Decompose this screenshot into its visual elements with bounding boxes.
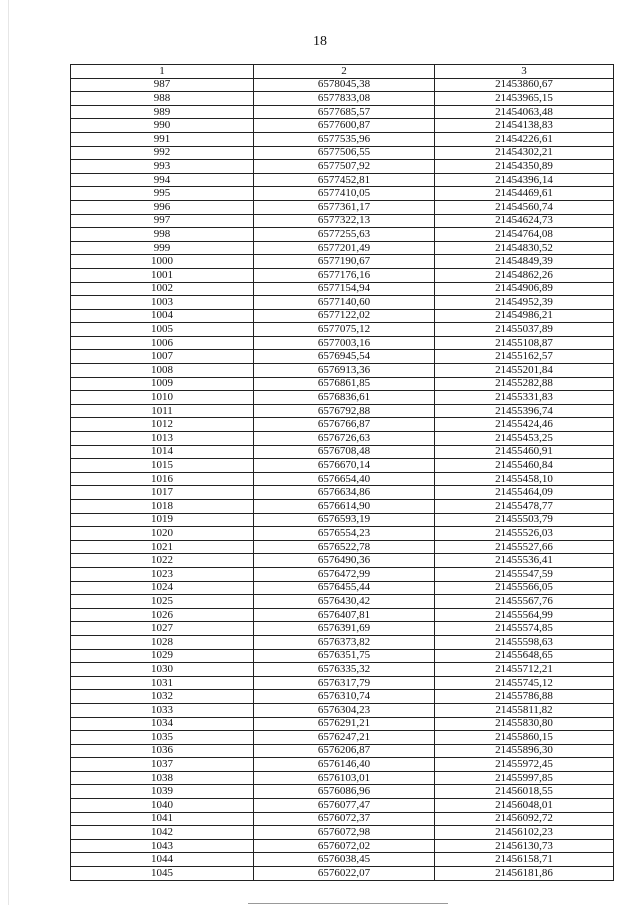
point-number-cell: 1003 bbox=[71, 296, 254, 310]
table-row bbox=[71, 635, 614, 649]
table-row bbox=[71, 445, 614, 459]
x-coordinate-cell: 6576373,82 bbox=[254, 635, 435, 649]
point-number-cell: 1009 bbox=[71, 377, 254, 391]
y-coordinate-cell: 21455424,46 bbox=[435, 418, 614, 432]
table-row bbox=[71, 567, 614, 581]
point-number-cell: 988 bbox=[71, 92, 254, 106]
table-row bbox=[71, 540, 614, 554]
y-coordinate-cell: 21454226,61 bbox=[435, 132, 614, 146]
table-row bbox=[71, 336, 614, 350]
y-coordinate-cell: 21456102,23 bbox=[435, 826, 614, 840]
table-row bbox=[71, 554, 614, 568]
x-coordinate-cell: 6576103,01 bbox=[254, 771, 435, 785]
y-coordinate-cell: 21455460,91 bbox=[435, 445, 614, 459]
y-coordinate-cell: 21454952,39 bbox=[435, 296, 614, 310]
point-number-cell: 1019 bbox=[71, 513, 254, 527]
x-coordinate-cell: 6577452,81 bbox=[254, 173, 435, 187]
y-coordinate-cell: 21455896,30 bbox=[435, 744, 614, 758]
y-coordinate-cell: 21454764,08 bbox=[435, 228, 614, 242]
table-row bbox=[71, 771, 614, 785]
x-coordinate-cell: 6576072,37 bbox=[254, 812, 435, 826]
y-coordinate-cell: 21455547,59 bbox=[435, 567, 614, 581]
x-coordinate-cell: 6576945,54 bbox=[254, 350, 435, 364]
x-coordinate-cell: 6576554,23 bbox=[254, 527, 435, 541]
y-coordinate-cell: 21455396,74 bbox=[435, 404, 614, 418]
x-coordinate-cell: 6576472,99 bbox=[254, 567, 435, 581]
point-number-cell: 1007 bbox=[71, 350, 254, 364]
y-coordinate-cell: 21455564,99 bbox=[435, 608, 614, 622]
y-coordinate-cell: 21455526,03 bbox=[435, 527, 614, 541]
point-number-cell: 1028 bbox=[71, 635, 254, 649]
point-number-cell: 1038 bbox=[71, 771, 254, 785]
y-coordinate-cell: 21454624,73 bbox=[435, 214, 614, 228]
point-number-cell: 1021 bbox=[71, 540, 254, 554]
table-row bbox=[71, 309, 614, 323]
x-coordinate-cell: 6576708,48 bbox=[254, 445, 435, 459]
point-number-cell: 1033 bbox=[71, 703, 254, 717]
x-coordinate-cell: 6576407,81 bbox=[254, 608, 435, 622]
point-number-cell: 1001 bbox=[71, 268, 254, 282]
point-number-cell: 993 bbox=[71, 160, 254, 174]
y-coordinate-cell: 21455108,87 bbox=[435, 336, 614, 350]
point-number-cell: 1018 bbox=[71, 500, 254, 514]
point-number-cell: 1020 bbox=[71, 527, 254, 541]
table-row bbox=[71, 323, 614, 337]
y-coordinate-cell: 21453860,67 bbox=[435, 78, 614, 92]
page-number: 18 bbox=[313, 34, 327, 49]
y-coordinate-cell: 21455566,05 bbox=[435, 581, 614, 595]
point-number-cell: 997 bbox=[71, 214, 254, 228]
table-row bbox=[71, 187, 614, 201]
point-number-cell: 1040 bbox=[71, 799, 254, 813]
x-coordinate-cell: 6576792,88 bbox=[254, 404, 435, 418]
y-coordinate-cell: 21455972,45 bbox=[435, 758, 614, 772]
y-coordinate-cell: 21455536,41 bbox=[435, 554, 614, 568]
y-coordinate-cell: 21455567,76 bbox=[435, 595, 614, 609]
y-coordinate-cell: 21454560,74 bbox=[435, 200, 614, 214]
x-coordinate-cell: 6576913,36 bbox=[254, 364, 435, 378]
point-number-cell: 1042 bbox=[71, 826, 254, 840]
x-coordinate-cell: 6577361,17 bbox=[254, 200, 435, 214]
point-number-cell: 1010 bbox=[71, 391, 254, 405]
table-row bbox=[71, 649, 614, 663]
y-coordinate-cell: 21455598,63 bbox=[435, 635, 614, 649]
table-row bbox=[71, 500, 614, 514]
table-row bbox=[71, 799, 614, 813]
table-row bbox=[71, 581, 614, 595]
y-coordinate-cell: 21456092,72 bbox=[435, 812, 614, 826]
y-coordinate-cell: 21454469,61 bbox=[435, 187, 614, 201]
x-coordinate-cell: 6577255,63 bbox=[254, 228, 435, 242]
table-row bbox=[71, 200, 614, 214]
x-coordinate-cell: 6576634,86 bbox=[254, 486, 435, 500]
point-number-cell: 1011 bbox=[71, 404, 254, 418]
table-row bbox=[71, 241, 614, 255]
column-header: 1 bbox=[71, 65, 254, 79]
point-number-cell: 1023 bbox=[71, 567, 254, 581]
x-coordinate-cell: 6576086,96 bbox=[254, 785, 435, 799]
table-row bbox=[71, 663, 614, 677]
x-coordinate-cell: 6576522,78 bbox=[254, 540, 435, 554]
table-row bbox=[71, 812, 614, 826]
x-coordinate-cell: 6577003,16 bbox=[254, 336, 435, 350]
table-row bbox=[71, 839, 614, 853]
point-number-cell: 1014 bbox=[71, 445, 254, 459]
y-coordinate-cell: 21455527,66 bbox=[435, 540, 614, 554]
x-coordinate-cell: 6577322,13 bbox=[254, 214, 435, 228]
y-coordinate-cell: 21455830,80 bbox=[435, 717, 614, 731]
point-number-cell: 1037 bbox=[71, 758, 254, 772]
table-row bbox=[71, 78, 614, 92]
y-coordinate-cell: 21456048,01 bbox=[435, 799, 614, 813]
x-coordinate-cell: 6577506,55 bbox=[254, 146, 435, 160]
table-row bbox=[71, 255, 614, 269]
x-coordinate-cell: 6578045,38 bbox=[254, 78, 435, 92]
y-coordinate-cell: 21454849,39 bbox=[435, 255, 614, 269]
y-coordinate-cell: 21455574,85 bbox=[435, 622, 614, 636]
x-coordinate-cell: 6576670,14 bbox=[254, 459, 435, 473]
x-coordinate-cell: 6576304,23 bbox=[254, 703, 435, 717]
bottom-divider bbox=[248, 903, 448, 904]
y-coordinate-cell: 21455503,79 bbox=[435, 513, 614, 527]
table-row bbox=[71, 377, 614, 391]
y-coordinate-cell: 21455458,10 bbox=[435, 472, 614, 486]
table-row bbox=[71, 703, 614, 717]
y-coordinate-cell: 21455460,84 bbox=[435, 459, 614, 473]
y-coordinate-cell: 21456158,71 bbox=[435, 853, 614, 867]
point-number-cell: 999 bbox=[71, 241, 254, 255]
x-coordinate-cell: 6576072,98 bbox=[254, 826, 435, 840]
y-coordinate-cell: 21454862,26 bbox=[435, 268, 614, 282]
table-row bbox=[71, 690, 614, 704]
table-row bbox=[71, 744, 614, 758]
table-row bbox=[71, 132, 614, 146]
y-coordinate-cell: 21454350,89 bbox=[435, 160, 614, 174]
x-coordinate-cell: 6576072,02 bbox=[254, 839, 435, 853]
scan-edge-shadow bbox=[8, 0, 9, 905]
point-number-cell: 1002 bbox=[71, 282, 254, 296]
table-body bbox=[71, 78, 614, 880]
point-number-cell: 1031 bbox=[71, 676, 254, 690]
x-coordinate-cell: 6576022,07 bbox=[254, 867, 435, 881]
table-row bbox=[71, 418, 614, 432]
x-coordinate-cell: 6576726,63 bbox=[254, 432, 435, 446]
y-coordinate-cell: 21455712,21 bbox=[435, 663, 614, 677]
y-coordinate-cell: 21454063,48 bbox=[435, 105, 614, 119]
point-number-cell: 1024 bbox=[71, 581, 254, 595]
x-coordinate-cell: 6576077,47 bbox=[254, 799, 435, 813]
point-number-cell: 1044 bbox=[71, 853, 254, 867]
x-coordinate-cell: 6576614,90 bbox=[254, 500, 435, 514]
x-coordinate-cell: 6576836,61 bbox=[254, 391, 435, 405]
y-coordinate-cell: 21455811,82 bbox=[435, 703, 614, 717]
x-coordinate-cell: 6576766,87 bbox=[254, 418, 435, 432]
table-row bbox=[71, 758, 614, 772]
point-number-cell: 1015 bbox=[71, 459, 254, 473]
table-row bbox=[71, 296, 614, 310]
table-row bbox=[71, 364, 614, 378]
table-header-row bbox=[71, 65, 614, 79]
point-number-cell: 1029 bbox=[71, 649, 254, 663]
y-coordinate-cell: 21456181,86 bbox=[435, 867, 614, 881]
point-number-cell: 990 bbox=[71, 119, 254, 133]
table-row bbox=[71, 228, 614, 242]
point-number-cell: 996 bbox=[71, 200, 254, 214]
point-number-cell: 1030 bbox=[71, 663, 254, 677]
table-row bbox=[71, 404, 614, 418]
x-coordinate-cell: 6576291,21 bbox=[254, 717, 435, 731]
table-row bbox=[71, 214, 614, 228]
y-coordinate-cell: 21455478,77 bbox=[435, 500, 614, 514]
y-coordinate-cell: 21456018,55 bbox=[435, 785, 614, 799]
point-number-cell: 1025 bbox=[71, 595, 254, 609]
table-row bbox=[71, 486, 614, 500]
point-number-cell: 1013 bbox=[71, 432, 254, 446]
point-number-cell: 994 bbox=[71, 173, 254, 187]
y-coordinate-cell: 21455453,25 bbox=[435, 432, 614, 446]
table-row bbox=[71, 105, 614, 119]
x-coordinate-cell: 6576593,19 bbox=[254, 513, 435, 527]
table-row bbox=[71, 608, 614, 622]
x-coordinate-cell: 6577410,05 bbox=[254, 187, 435, 201]
y-coordinate-cell: 21455745,12 bbox=[435, 676, 614, 690]
point-number-cell: 1022 bbox=[71, 554, 254, 568]
point-number-cell: 1008 bbox=[71, 364, 254, 378]
point-number-cell: 998 bbox=[71, 228, 254, 242]
x-coordinate-cell: 6576317,79 bbox=[254, 676, 435, 690]
x-coordinate-cell: 6576351,75 bbox=[254, 649, 435, 663]
point-number-cell: 992 bbox=[71, 146, 254, 160]
point-number-cell: 1016 bbox=[71, 472, 254, 486]
point-number-cell: 1036 bbox=[71, 744, 254, 758]
point-number-cell: 991 bbox=[71, 132, 254, 146]
table-row bbox=[71, 785, 614, 799]
y-coordinate-cell: 21455860,15 bbox=[435, 731, 614, 745]
table-row bbox=[71, 717, 614, 731]
x-coordinate-cell: 6576206,87 bbox=[254, 744, 435, 758]
x-coordinate-cell: 6576654,40 bbox=[254, 472, 435, 486]
y-coordinate-cell: 21455786,88 bbox=[435, 690, 614, 704]
column-header: 3 bbox=[435, 65, 614, 79]
y-coordinate-cell: 21455464,09 bbox=[435, 486, 614, 500]
x-coordinate-cell: 6576146,40 bbox=[254, 758, 435, 772]
table-row bbox=[71, 595, 614, 609]
y-coordinate-cell: 21454906,89 bbox=[435, 282, 614, 296]
x-coordinate-cell: 6577122,02 bbox=[254, 309, 435, 323]
x-coordinate-cell: 6577154,94 bbox=[254, 282, 435, 296]
y-coordinate-cell: 21455282,88 bbox=[435, 377, 614, 391]
table-row bbox=[71, 160, 614, 174]
table-row bbox=[71, 853, 614, 867]
x-coordinate-cell: 6576335,32 bbox=[254, 663, 435, 677]
y-coordinate-cell: 21453965,15 bbox=[435, 92, 614, 106]
x-coordinate-cell: 6577535,96 bbox=[254, 132, 435, 146]
y-coordinate-cell: 21456130,73 bbox=[435, 839, 614, 853]
y-coordinate-cell: 21454138,83 bbox=[435, 119, 614, 133]
x-coordinate-cell: 6576490,36 bbox=[254, 554, 435, 568]
x-coordinate-cell: 6577190,67 bbox=[254, 255, 435, 269]
x-coordinate-cell: 6577685,57 bbox=[254, 105, 435, 119]
table-row bbox=[71, 527, 614, 541]
point-number-cell: 1034 bbox=[71, 717, 254, 731]
x-coordinate-cell: 6577176,16 bbox=[254, 268, 435, 282]
x-coordinate-cell: 6577140,60 bbox=[254, 296, 435, 310]
x-coordinate-cell: 6576247,21 bbox=[254, 731, 435, 745]
table-row bbox=[71, 867, 614, 881]
point-number-cell: 1004 bbox=[71, 309, 254, 323]
point-number-cell: 1000 bbox=[71, 255, 254, 269]
table-row bbox=[71, 92, 614, 106]
x-coordinate-cell: 6577075,12 bbox=[254, 323, 435, 337]
table-row bbox=[71, 731, 614, 745]
x-coordinate-cell: 6576038,45 bbox=[254, 853, 435, 867]
x-coordinate-cell: 6576455,44 bbox=[254, 581, 435, 595]
table-row bbox=[71, 391, 614, 405]
table-row bbox=[71, 676, 614, 690]
point-number-cell: 995 bbox=[71, 187, 254, 201]
y-coordinate-cell: 21455331,83 bbox=[435, 391, 614, 405]
y-coordinate-cell: 21454986,21 bbox=[435, 309, 614, 323]
point-number-cell: 987 bbox=[71, 78, 254, 92]
column-header: 2 bbox=[254, 65, 435, 79]
point-number-cell: 1035 bbox=[71, 731, 254, 745]
point-number-cell: 989 bbox=[71, 105, 254, 119]
y-coordinate-cell: 21455162,57 bbox=[435, 350, 614, 364]
table-row bbox=[71, 146, 614, 160]
table-row bbox=[71, 282, 614, 296]
table-row bbox=[71, 513, 614, 527]
point-number-cell: 1045 bbox=[71, 867, 254, 881]
x-coordinate-cell: 6576310,74 bbox=[254, 690, 435, 704]
point-number-cell: 1039 bbox=[71, 785, 254, 799]
table-row bbox=[71, 622, 614, 636]
x-coordinate-cell: 6577201,49 bbox=[254, 241, 435, 255]
x-coordinate-cell: 6576861,85 bbox=[254, 377, 435, 391]
coordinates-table bbox=[70, 64, 614, 881]
x-coordinate-cell: 6577600,87 bbox=[254, 119, 435, 133]
point-number-cell: 1041 bbox=[71, 812, 254, 826]
y-coordinate-cell: 21455037,89 bbox=[435, 323, 614, 337]
y-coordinate-cell: 21455997,85 bbox=[435, 771, 614, 785]
table-row bbox=[71, 826, 614, 840]
table-row bbox=[71, 119, 614, 133]
y-coordinate-cell: 21455201,84 bbox=[435, 364, 614, 378]
x-coordinate-cell: 6577507,92 bbox=[254, 160, 435, 174]
table-row bbox=[71, 459, 614, 473]
point-number-cell: 1005 bbox=[71, 323, 254, 337]
point-number-cell: 1032 bbox=[71, 690, 254, 704]
table-row bbox=[71, 350, 614, 364]
x-coordinate-cell: 6576391,69 bbox=[254, 622, 435, 636]
point-number-cell: 1026 bbox=[71, 608, 254, 622]
y-coordinate-cell: 21455648,65 bbox=[435, 649, 614, 663]
table-row bbox=[71, 173, 614, 187]
point-number-cell: 1043 bbox=[71, 839, 254, 853]
y-coordinate-cell: 21454396,14 bbox=[435, 173, 614, 187]
table-row bbox=[71, 268, 614, 282]
y-coordinate-cell: 21454830,52 bbox=[435, 241, 614, 255]
point-number-cell: 1017 bbox=[71, 486, 254, 500]
y-coordinate-cell: 21454302,21 bbox=[435, 146, 614, 160]
point-number-cell: 1012 bbox=[71, 418, 254, 432]
point-number-cell: 1027 bbox=[71, 622, 254, 636]
point-number-cell: 1006 bbox=[71, 336, 254, 350]
x-coordinate-cell: 6577833,08 bbox=[254, 92, 435, 106]
table-row bbox=[71, 472, 614, 486]
table-row bbox=[71, 432, 614, 446]
x-coordinate-cell: 6576430,42 bbox=[254, 595, 435, 609]
